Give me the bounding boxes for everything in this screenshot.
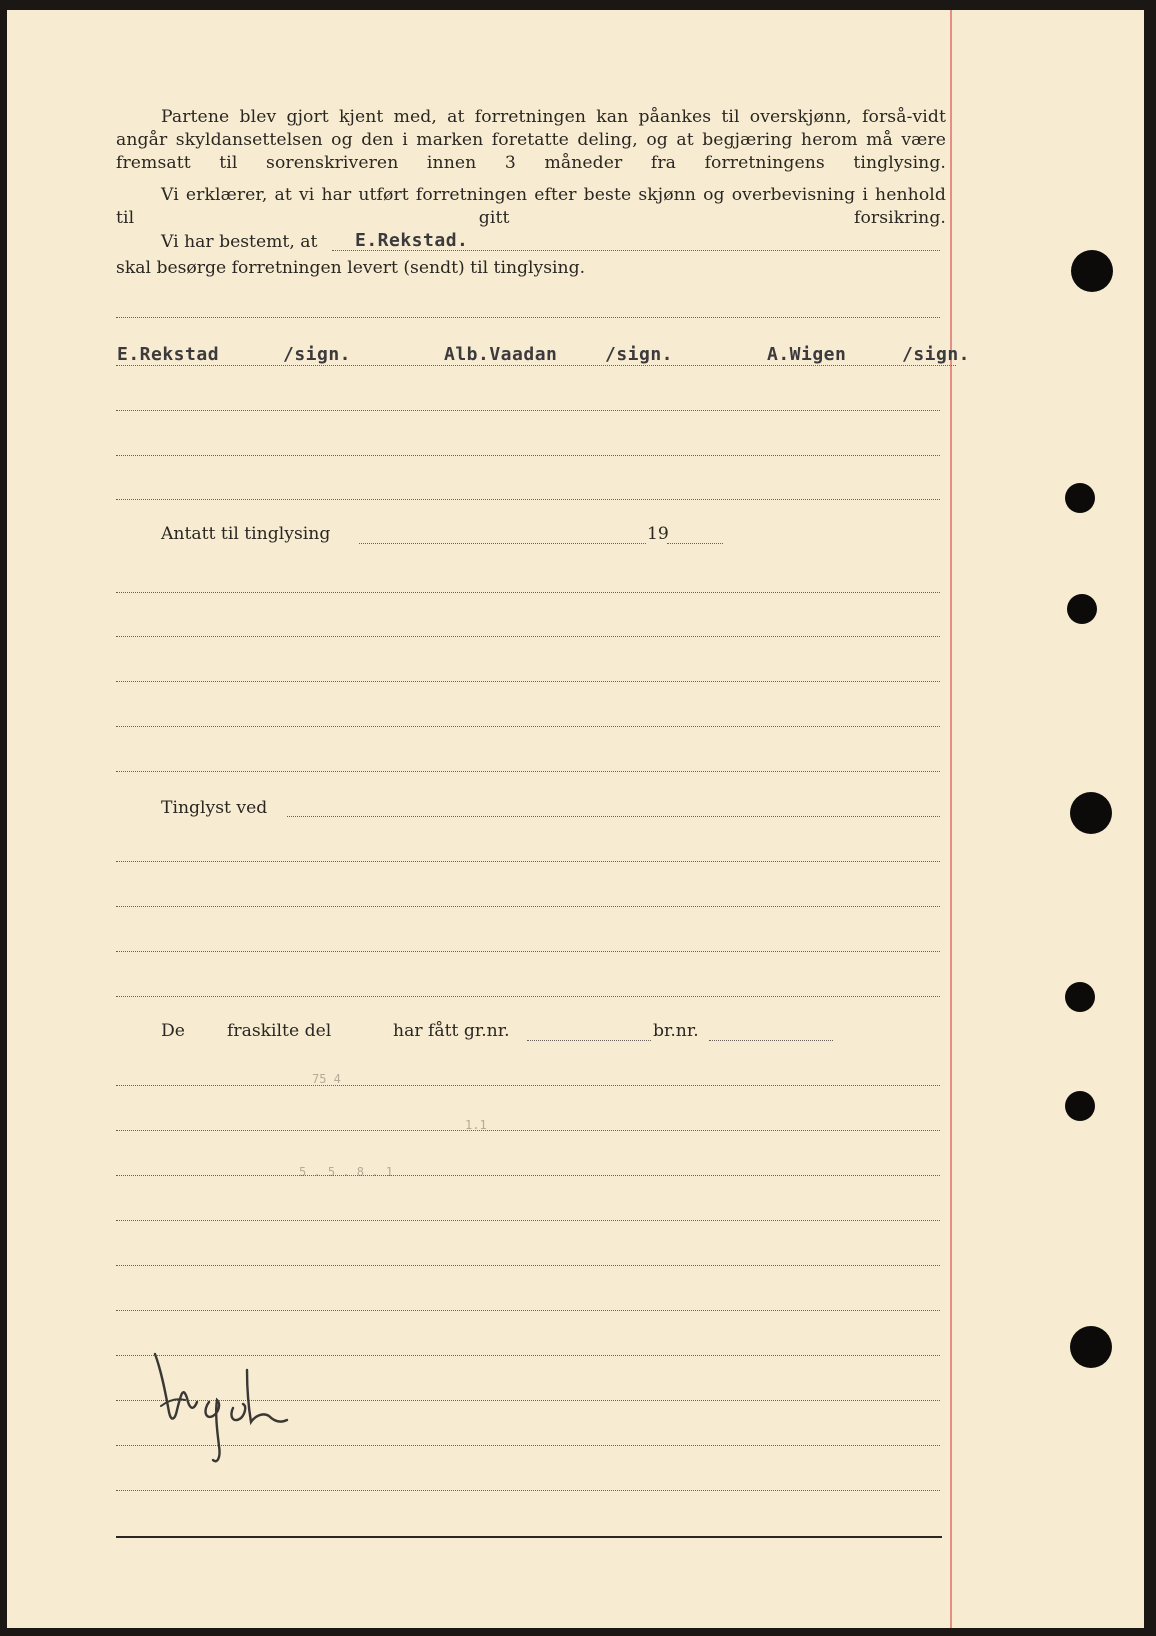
blank-line (116, 771, 940, 772)
year-line (667, 543, 723, 544)
signature-mark-1: /sign. (283, 344, 352, 365)
blank-line (116, 410, 940, 411)
punch-hole (1071, 250, 1113, 292)
blank-line (116, 1310, 940, 1311)
bleed-through-mark: 1.1 (465, 1118, 487, 1132)
blank-line (116, 499, 940, 500)
blank-line (116, 1265, 940, 1266)
parcel-brnr-label: br.nr. (653, 1021, 699, 1041)
blank-line (116, 681, 940, 682)
parcel-de-label: De (161, 1021, 185, 1041)
delivery-clause: skal besørge forretningen levert (sendt) til tinglysing. (116, 258, 586, 278)
appointment-label: Vi har bestemt, at (161, 232, 318, 252)
signature-line (116, 365, 956, 366)
handwritten-initials-signature (147, 1350, 307, 1470)
accepted-date-line (359, 543, 646, 544)
signature-name-3: A.Wigen (767, 344, 847, 365)
bottom-rule (116, 1536, 942, 1538)
blank-line (116, 1220, 940, 1221)
signature-mark-2: /sign. (605, 344, 674, 365)
recorded-at-line (287, 816, 940, 817)
declaration-paragraph: Vi erklærer, at vi har utført forretningen efter beste skjønn og overbevisning i henhold til gitt forsikring. (116, 185, 946, 228)
signature-name-2: Alb.Vaadan (444, 344, 558, 365)
punch-hole (1065, 982, 1095, 1012)
appointed-person-typed: E.Rekstad. (355, 230, 469, 251)
punch-hole (1067, 594, 1097, 624)
punch-hole (1065, 483, 1095, 513)
bleed-through-mark: 75 4 (312, 1072, 341, 1086)
punch-hole (1065, 1091, 1095, 1121)
year-prefix: 19 (647, 524, 669, 544)
blank-line (116, 906, 940, 907)
document-page (7, 10, 1144, 1628)
blank-line (116, 1130, 940, 1131)
blank-line (116, 726, 940, 727)
blank-line (116, 1175, 940, 1176)
grnr-line (527, 1040, 651, 1041)
punch-hole (1070, 792, 1112, 834)
blank-line (116, 636, 940, 637)
signature-mark-3: /sign. (902, 344, 971, 365)
blank-line (116, 592, 940, 593)
recorded-at-label: Tinglyst ved (161, 798, 268, 818)
blank-line (116, 861, 940, 862)
blank-line (116, 317, 940, 318)
bleed-through-mark: 5 . 5 . 8 . 1 (299, 1165, 393, 1179)
blank-line (116, 996, 940, 997)
blank-line (116, 951, 940, 952)
appeal-notice-paragraph: Partene blev gjort kjent med, at forretningen kan påankes til overskjønn, forså-vidt angår skyldansettelsen og den i marken foretatte deling, og at begjæring herom må være fremsatt til sorenskriveren innen 3 måneder fra forretningens tinglysing. (116, 107, 946, 173)
red-margin-rule (950, 10, 952, 1628)
signature-name-1: E.Rekstad (117, 344, 220, 365)
blank-line (116, 455, 940, 456)
punch-hole (1070, 1326, 1112, 1368)
accepted-for-registration-label: Antatt til tinglysing (161, 524, 331, 544)
parcel-fraskilte-label: fraskilte del (227, 1021, 332, 1041)
blank-line (116, 1490, 940, 1491)
blank-line (116, 1085, 940, 1086)
parcel-grnr-label: har fått gr.nr. (393, 1021, 510, 1041)
brnr-line (709, 1040, 833, 1041)
